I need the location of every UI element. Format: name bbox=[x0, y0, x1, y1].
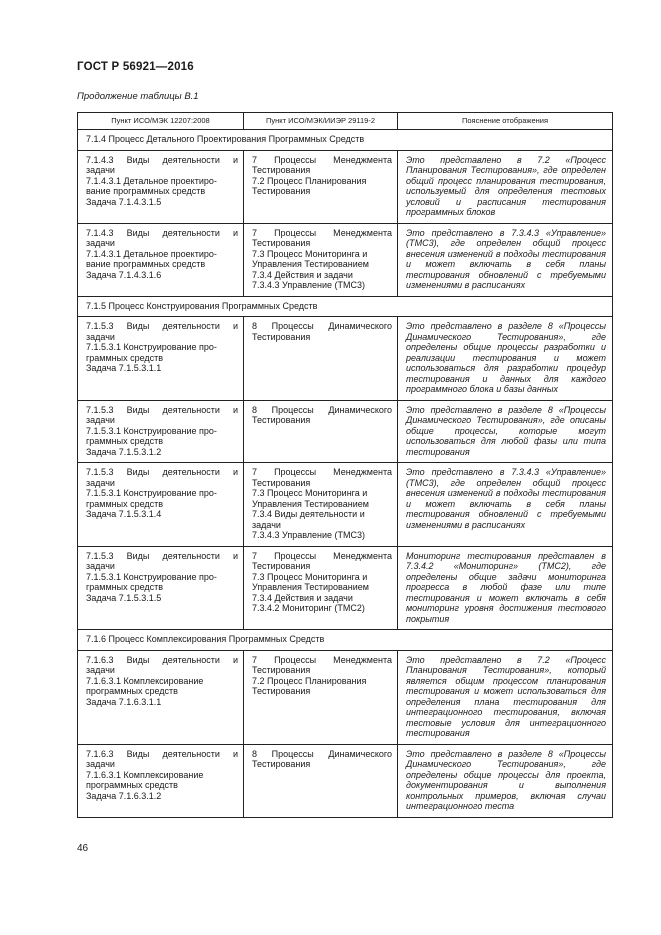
clause-line: 7.1.6.3.1 Комплексирование bbox=[86, 675, 204, 686]
clause-line: 7.1.4.3.1 Детальное проектиро- bbox=[86, 175, 217, 186]
clause-line: 7.1.5.3 Виды деятельности и bbox=[86, 467, 238, 477]
section-row bbox=[78, 296, 613, 317]
mapping-table bbox=[77, 112, 613, 818]
clause-line: Управления Тестированием bbox=[252, 259, 369, 269]
mapping-explanation-cell: Это представлено в 7.2 «Процесс Планирования Тестирования», который является общим процессом планирования тестирования и может использоваться для определения плана тестирования для интеграционного тестирования, включая тестовые условия для интеграционного тестирования bbox=[398, 650, 613, 744]
clause-line: 7.1.5.3.1 Конструирование про- bbox=[86, 342, 217, 352]
clause-line: 7.2 Процесс Планирования bbox=[252, 675, 367, 686]
iso29119-clause-cell bbox=[244, 546, 398, 630]
mapping-explanation-cell: Это представлено в 7.3.4.3 «Управление» (ТМС3), где определен общий процесс внесения изменений в подходы тестирования и может включать в себя планы тестирования обновлений с требуемыми изменениями в расписаниях bbox=[398, 463, 613, 547]
mapping-explanation-cell: Это представлено в разделе 8 «Процессы Динамического Тестирования», где описаны общие процессы, которые могут использоваться для любой фазы или типа тестирования bbox=[398, 400, 613, 463]
iso12207-clause-cell bbox=[78, 400, 244, 463]
mapping-explanation-cell: Мониторинг тестирования представлен в 7.3.4.2 «Мониторинг» (ТМС2), где определены общие задачи мониторинга прогресса в любой фазе или типе тестирования и может включать в себя мониторинг уровня достижения тестового покрытия bbox=[398, 546, 613, 630]
clause-line: 7 Процессы Менеджмента bbox=[252, 654, 392, 665]
clause-line: вание программных средств bbox=[86, 259, 206, 269]
clause-line: Тестирования bbox=[252, 238, 311, 248]
table-row bbox=[78, 400, 613, 463]
clause-line: Тестирования bbox=[252, 186, 311, 196]
page-number: 46 bbox=[77, 843, 89, 854]
section-title: 7.1.4 Процесс Детального Проектирования Программных Средств bbox=[78, 130, 613, 151]
clause-line: Задача 7.1.5.3.1.5 bbox=[86, 592, 162, 603]
iso29119-clause-cell bbox=[244, 150, 398, 223]
clause-line: граммных средств bbox=[86, 352, 164, 363]
table-row bbox=[78, 463, 613, 547]
clause-line: 8 Процессы Динамического bbox=[252, 321, 392, 331]
clause-line: 7.1.4.3 Виды деятельности и bbox=[86, 227, 238, 238]
clause-line: 7.1.5.3.1 Конструирование про- bbox=[86, 488, 217, 498]
clause-line: граммных средств bbox=[86, 436, 164, 446]
column-header-iso29119: Пункт ИСО/МЭК/ИИЭР 29119-2 bbox=[244, 113, 398, 130]
clause-line: граммных средств bbox=[86, 582, 164, 592]
table-row bbox=[78, 546, 613, 630]
clause-line: 7.3.4.3 Управление (ТМС3) bbox=[252, 530, 366, 540]
iso29119-clause-cell bbox=[244, 744, 398, 817]
table-row bbox=[78, 150, 613, 223]
column-header-iso12207: Пункт ИСО/МЭК 12207:2008 bbox=[78, 113, 244, 130]
clause-line: Тестирования bbox=[252, 477, 311, 488]
mapping-explanation-cell: Это представлено в разделе 8 «Процессы Динамического Тестирования», где определены общие процессы для проекта, документирования и выполнения контрольных примеров, включая случаи интеграционного теста bbox=[398, 744, 613, 817]
clause-line: 7.1.5.3.1 Конструирование про- bbox=[86, 571, 217, 582]
clause-line: 7 Процессы Менеджмента bbox=[252, 227, 392, 238]
clause-line: 7.3.4 Действия и задачи bbox=[252, 269, 353, 280]
iso12207-clause-cell bbox=[78, 463, 244, 547]
column-header-explanation: Пояснение отображения bbox=[398, 113, 613, 130]
iso29119-clause-cell bbox=[244, 400, 398, 463]
section-title: 7.1.6 Процесс Комплексирования Программных Средств bbox=[78, 630, 613, 651]
clause-line: 7.1.5.3.1 Конструирование про- bbox=[86, 425, 217, 436]
iso12207-clause-cell bbox=[78, 223, 244, 296]
clause-line: 7.3.4 Виды деятельности и bbox=[252, 509, 365, 519]
clause-line: Тестирования bbox=[252, 759, 311, 769]
iso12207-clause-cell bbox=[78, 317, 244, 401]
iso12207-clause-cell bbox=[78, 150, 244, 223]
clause-line: Тестирования bbox=[252, 686, 311, 696]
clause-line: Задача 7.1.5.3.1.1 bbox=[86, 363, 162, 373]
clause-line: 7 Процессы Менеджмента bbox=[252, 154, 392, 165]
clause-line: Тестирования bbox=[252, 665, 311, 675]
iso29119-clause-cell bbox=[244, 650, 398, 744]
clause-line: задачи bbox=[86, 759, 115, 769]
section-row bbox=[78, 130, 613, 151]
clause-line: 8 Процессы Динамического bbox=[252, 404, 392, 415]
clause-line: вание программных средств bbox=[86, 186, 206, 196]
table-row bbox=[78, 650, 613, 744]
clause-line: задачи bbox=[86, 331, 115, 342]
clause-line: 7.1.5.3 Виды деятельности и bbox=[86, 550, 238, 561]
clause-line: задачи bbox=[86, 165, 115, 175]
clause-line: Задача 7.1.5.3.1.2 bbox=[86, 446, 162, 457]
iso12207-clause-cell bbox=[78, 546, 244, 630]
clause-line: 7.3 Процесс Мониторинга и bbox=[252, 488, 368, 498]
iso29119-clause-cell bbox=[244, 317, 398, 401]
clause-line: 7.2 Процесс Планирования bbox=[252, 175, 367, 186]
clause-line: 7.3 Процесс Мониторинга и bbox=[252, 571, 368, 582]
clause-line: 7.1.5.3 Виды деятельности и bbox=[86, 404, 238, 415]
clause-line: 7.1.4.3 Виды деятельности и bbox=[86, 154, 238, 165]
table-row bbox=[78, 744, 613, 817]
iso29119-clause-cell bbox=[244, 463, 398, 547]
iso29119-clause-cell bbox=[244, 223, 398, 296]
section-title: 7.1.5 Процесс Конструирования Программных Средств bbox=[78, 296, 613, 317]
clause-line: 7.1.6.3 Виды деятельности и bbox=[86, 748, 238, 759]
clause-line: задачи bbox=[86, 477, 115, 488]
clause-line: программных средств bbox=[86, 686, 178, 696]
standard-designation: ГОСТ Р 56921—2016 bbox=[77, 61, 194, 73]
clause-line: граммных средств bbox=[86, 498, 164, 509]
clause-line: 7.1.5.3 Виды деятельности и bbox=[86, 321, 238, 331]
clause-line: задачи bbox=[252, 519, 281, 530]
table-continuation-caption: Продолжение таблицы В.1 bbox=[77, 91, 199, 102]
clause-line: задачи bbox=[86, 561, 115, 571]
clause-line: 7 Процессы Менеджмента bbox=[252, 550, 392, 561]
clause-line: 7.1.6.3 Виды деятельности и bbox=[86, 654, 238, 665]
mapping-explanation-cell: Это представлено в разделе 8 «Процессы Динамического Тестирования», где определены общие процессы разработки и реализации тестирования и может использоваться для разработки процедур тестирования и данных для каждого программного блока и базы данных bbox=[398, 317, 613, 401]
clause-line: задачи bbox=[86, 238, 115, 248]
clause-line: 7.3.4 Действия и задачи bbox=[252, 592, 353, 603]
section-row bbox=[78, 630, 613, 651]
clause-line: задачи bbox=[86, 415, 115, 425]
clause-line: 7 Процессы Менеджмента bbox=[252, 467, 392, 477]
clause-line: Задача 7.1.4.3.1.6 bbox=[86, 269, 162, 280]
clause-line: Тестирования bbox=[252, 415, 311, 425]
clause-line: Управления Тестированием bbox=[252, 582, 369, 592]
iso12207-clause-cell bbox=[78, 744, 244, 817]
clause-line: программных средств bbox=[86, 780, 178, 790]
mapping-explanation-cell: Это представлено в 7.2 «Процесс Планирования Тестирования», где определен общий процесс планирования тестирования, используемый для определения тестовых условий и расписания тестирования программных блоков bbox=[398, 150, 613, 223]
clause-line: Тестирования bbox=[252, 165, 311, 175]
clause-line: Задача 7.1.5.3.1.4 bbox=[86, 509, 162, 519]
clause-line: Задача 7.1.4.3.1.5 bbox=[86, 196, 162, 207]
clause-line: Тестирования bbox=[252, 331, 311, 342]
clause-line: Тестирования bbox=[252, 561, 311, 571]
clause-line: 7.3.4.2 Мониторинг (ТМС2) bbox=[252, 603, 365, 613]
clause-line: Управления Тестированием bbox=[252, 498, 369, 509]
clause-line: 7.1.4.3.1 Детальное проектиро- bbox=[86, 248, 217, 259]
clause-line: 7.1.6.3.1 Комплексирование bbox=[86, 769, 204, 780]
clause-line: Задача 7.1.6.3.1.1 bbox=[86, 696, 162, 707]
table-row bbox=[78, 317, 613, 401]
clause-line: 7.3 Процесс Мониторинга и bbox=[252, 248, 368, 259]
clause-line: 7.3.4.3 Управление (ТМС3) bbox=[252, 280, 366, 290]
mapping-explanation-cell: Это представлено в 7.3.4.3 «Управление» (ТМС3), где определен общий процесс внесения изменений в подходы тестирования и может включать в себя планы тестирования обновлений с требуемыми изменениями в расписаниях bbox=[398, 223, 613, 296]
clause-line: 8 Процессы Динамического bbox=[252, 748, 392, 759]
table-header-row bbox=[78, 113, 613, 130]
clause-line: Задача 7.1.6.3.1.2 bbox=[86, 790, 162, 801]
clause-line: задачи bbox=[86, 665, 115, 675]
iso12207-clause-cell bbox=[78, 650, 244, 744]
table-row bbox=[78, 223, 613, 296]
